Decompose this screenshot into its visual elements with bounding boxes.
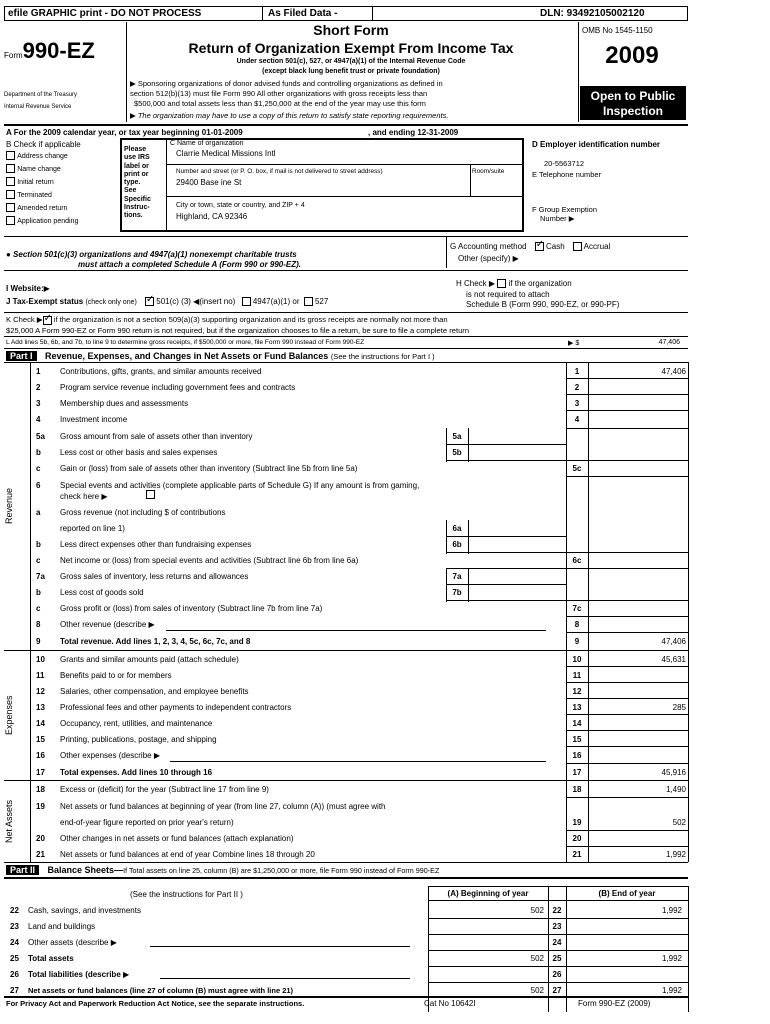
- b-terminated[interactable]: Terminated: [6, 190, 78, 203]
- grants-paid[interactable]: 45,631: [661, 655, 686, 664]
- open-public: Open to Public: [590, 89, 676, 103]
- schedule-b-checkbox[interactable]: [497, 279, 506, 288]
- dln: DLN: 93492105002120: [540, 8, 645, 19]
- application-pending-checkbox[interactable]: [6, 216, 15, 225]
- catalog-number: Cat No 10642I: [424, 999, 476, 1008]
- website-label[interactable]: I Website:▶: [6, 284, 50, 293]
- initial-return-checkbox[interactable]: [6, 177, 15, 186]
- form-footer: Form 990-EZ (2009): [578, 999, 651, 1008]
- accounting-method: G Accounting method ✓ Cash Accrual: [450, 242, 610, 251]
- check-h: H Check ▶ if the organization: [456, 279, 572, 288]
- sec501-line2: must attach a completed Schedule A (Form 990 or 990-EZ).: [78, 260, 302, 269]
- b-address-change[interactable]: Address change: [6, 151, 78, 164]
- line-22-col-b[interactable]: 1,992: [661, 906, 682, 915]
- h-line4: Schedule B (Form 990, 990-EZ, or 990-PF): [466, 300, 620, 309]
- cash-checkbox[interactable]: [535, 242, 544, 251]
- other-specify[interactable]: Other (specify) ▶: [458, 254, 519, 263]
- 501c-checkbox[interactable]: [145, 297, 154, 306]
- name-change-checkbox[interactable]: [6, 164, 15, 173]
- group-exemption-number: Number ▶: [540, 214, 575, 223]
- b-initial-return[interactable]: Initial return: [6, 177, 78, 190]
- sec501-line1: ● Section 501(c)(3) organizations and 4947(a)(1) nonexempt charitable trusts: [6, 250, 297, 259]
- h-line3: is not required to attach: [466, 290, 550, 299]
- line-22-col-a[interactable]: 502: [530, 906, 544, 915]
- gaming-checkbox[interactable]: [146, 490, 155, 499]
- line-25-col-b[interactable]: 1,992: [661, 954, 682, 963]
- part2-instructions: (See the instructions for Part II ): [130, 890, 243, 899]
- total-revenue[interactable]: 47,406: [661, 637, 686, 646]
- privacy-notice: For Privacy Act and Paperwork Reduction Act Notice, see the separate instructions.: [6, 999, 305, 1008]
- org-name-label: C Name of organization: [170, 140, 244, 147]
- side-net-assets: Net Assets: [4, 799, 14, 843]
- line-27-col-b[interactable]: 1,992: [661, 986, 682, 995]
- line-a-text: A For the 2009 calendar year, or tax year beginning 01-01-2009: [6, 128, 243, 137]
- b-amended-return[interactable]: Amended return: [6, 203, 78, 216]
- irs-label: Internal Revenue Service: [4, 104, 72, 110]
- form-title: Return of Organization Exempt From Income Tax: [188, 40, 514, 56]
- sponsor-line4: ▶ The organization may have to use a copy of this return to satisfy state reporting requirements.: [130, 111, 449, 120]
- professional-fees[interactable]: 285: [672, 703, 686, 712]
- city-label: City or town, state or country, and ZIP + 4: [176, 202, 305, 209]
- line-1-amount[interactable]: 47,406: [661, 367, 686, 376]
- accrual-checkbox[interactable]: [573, 242, 582, 251]
- street-label: Number and street (or P. O. box, if mail is not delivered to street address): [176, 168, 383, 175]
- side-expenses: Expenses: [4, 695, 14, 735]
- tax-year: 2009: [605, 42, 659, 69]
- check-k: K Check ▶✓ if the organization is not a section 509(a)(3) supporting organization and its gross receipts are normally not more than: [6, 315, 448, 325]
- inspection-label: Inspection: [602, 104, 663, 118]
- col-b-header: (B) End of year: [598, 889, 656, 898]
- efile-label: efile GRAPHIC print - DO NOT PROCESS: [8, 8, 202, 19]
- line-27-col-a[interactable]: 502: [530, 986, 544, 995]
- check-if-applicable: B Check if applicable: [6, 140, 81, 149]
- line-25-col-a[interactable]: 502: [530, 954, 544, 963]
- b-checklist: [6, 151, 78, 229]
- sponsor-line2: section 512(b)(13) must file Form 990 All other organizations with gross receipts less than: [130, 89, 428, 98]
- part1-header: Part I Revenue, Expenses, and Changes in Net Assets or Fund Balances (See the instructions for Part I ): [6, 351, 435, 361]
- part2-header: Part II Balance Sheets—If Total assets on line 25, column (B) are $1,250,000 or more, file Form 990 instead of Form 990-EZ: [6, 865, 439, 875]
- address-change-checkbox[interactable]: [6, 151, 15, 160]
- city-state-zip[interactable]: Highland, CA 92346: [176, 212, 248, 221]
- 527-checkbox[interactable]: [304, 297, 313, 306]
- b-name-change[interactable]: Name change: [6, 164, 78, 177]
- sponsor-line3: $500,000 and total assets less than $1,250,000 at the end of the year may use this form: [134, 99, 426, 108]
- sponsor-line1: ▶ Sponsoring organizations of donor advised funds and controlling organizations as defined in: [130, 79, 443, 88]
- k-checkbox[interactable]: [43, 316, 52, 325]
- short-form-label: Short Form: [313, 22, 389, 38]
- dept-treasury: Department of the Treasury: [4, 92, 78, 98]
- line-l: L Add lines 5b, 6b, and 7b, to line 9 to determine gross receipts, if $500,000 or more, file Form 990 instead of Form 990-EZ: [6, 339, 365, 346]
- form-number: Form990-EZ: [4, 38, 95, 63]
- gross-receipts[interactable]: 47,406: [658, 339, 680, 346]
- ein-label: D Employer identification number: [532, 140, 661, 149]
- terminated-checkbox[interactable]: [6, 190, 15, 199]
- org-name[interactable]: Clarrie Medical Missions Intl: [176, 149, 276, 158]
- net-assets-beginning[interactable]: 502: [672, 818, 686, 827]
- telephone-label: E Telephone number: [532, 170, 602, 179]
- amended-return-checkbox[interactable]: [6, 203, 15, 212]
- line-a-end: , and ending 12-31-2009: [368, 128, 459, 137]
- total-expenses[interactable]: 45,916: [661, 768, 686, 777]
- line-l-arrow: ▶ $: [568, 340, 580, 347]
- col-a-header: (A) Beginning of year: [447, 889, 529, 898]
- 4947-checkbox[interactable]: [242, 297, 251, 306]
- ein-value[interactable]: 20-5563712: [544, 159, 585, 168]
- b-application-pending[interactable]: Application pending: [6, 216, 78, 229]
- form-subtitle2: (except black lung benefit trust or private foundation): [262, 68, 440, 75]
- please-label: Please use IRS label or print or type. See Specific Instruc- tions.: [124, 146, 151, 220]
- as-filed-label: As Filed Data -: [268, 8, 338, 19]
- net-assets-end[interactable]: 1,992: [665, 850, 686, 859]
- form-subtitle1: Under section 501(c), 527, or 4947(a)(1) of the Internal Revenue Code: [236, 58, 466, 65]
- room-label: Room/suite: [472, 168, 505, 175]
- group-exemption-label: F Group Exemption: [532, 205, 598, 214]
- side-revenue: Revenue: [4, 487, 14, 525]
- omb-number: OMB No 1545-1150: [582, 26, 653, 35]
- street-address[interactable]: 29400 Base ine St: [176, 178, 242, 187]
- tax-exempt-status: J Tax-Exempt status (check only one) ✓ 501(c) (3) ◀(insert no) 4947(a)(1) or 527: [6, 297, 328, 306]
- k-line2: $25,000 A Form 990-EZ or Form 990 return is not required, but if the organization chooses to file a return, be sure to file a complete return: [6, 326, 470, 335]
- excess-deficit[interactable]: 1,490: [665, 785, 686, 794]
